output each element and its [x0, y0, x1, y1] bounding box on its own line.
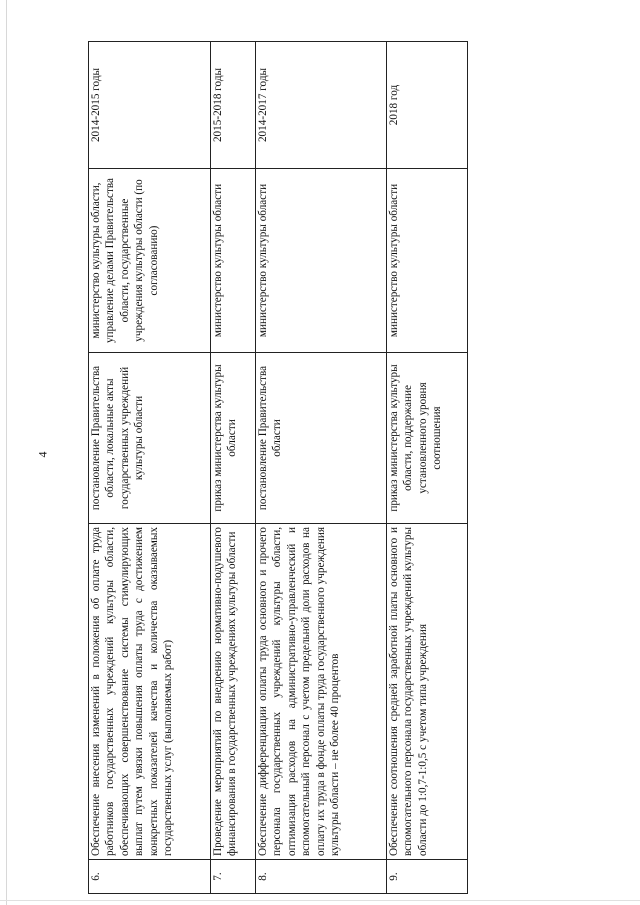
- row-period: 2015-2018 годы: [211, 42, 256, 169]
- row-description: Обеспечение дифференциации оплаты труда основного и прочего персонала государственных учреждений культуры области, оптимизация расходов на административно-управленческий и вспомогательный персонал с учетом предельной доли расходов на оплату их труда в фонде оплаты труда государственного учреждения культуры области – не более 40 процентов: [256, 524, 387, 860]
- scan-bottom-line: [0, 900, 640, 901]
- table-row: [89, 42, 211, 894]
- page-number: 4: [35, 451, 50, 458]
- measures-table: [88, 41, 468, 894]
- row-number: 6.: [89, 860, 211, 894]
- row-responsible: министерство культуры области: [211, 169, 256, 353]
- table-row: [256, 42, 387, 894]
- row-description: Обеспечение соотношения средней заработной платы основного и вспомогательного персонала государственных учреждений культуры области до 1:0,7-1:0,5 с учетом типа учреждения: [387, 524, 468, 860]
- row-description: Проведение мероприятий по внедрению нормативно-подушевого финансирования в государственных учреждениях культуры области: [211, 524, 256, 860]
- rotated-page: [88, 42, 538, 894]
- row-period: 2018 год: [387, 42, 468, 169]
- row-document: постановление Правительства области: [256, 353, 387, 524]
- row-period: 2014-2017 годы: [256, 42, 387, 169]
- table-row: [211, 42, 256, 894]
- row-document: приказ министерства культуры области, поддержание установленного уровня соотношения: [387, 353, 468, 524]
- scan-edge-line: [6, 0, 7, 905]
- row-document: приказ министерства культуры области: [211, 353, 256, 524]
- page-content: [88, 42, 538, 894]
- row-responsible: министерство культуры области: [387, 169, 468, 353]
- row-responsible: министерство культуры области, управление делами Правительства области, государственные учреждения культуры области (по согласованию): [89, 169, 211, 353]
- row-document: постановление Правительства области, локальные акты государственных учреждений культуры области: [89, 353, 211, 524]
- row-number: 7.: [211, 860, 256, 894]
- row-number: 8.: [256, 860, 387, 894]
- row-description: Обеспечение внесения изменений в положения об оплате труда работников государственных учреждений культуры области, обеспечивающих совершенствование системы стимулирующих выплат путем увязки повышения оплаты труда с достижением конкретных показателей качества и количества оказываемых государственных услуг (выполняемых работ): [89, 524, 211, 860]
- row-responsible: министерство культуры области: [256, 169, 387, 353]
- table-row: [387, 42, 468, 894]
- row-number: 9.: [387, 860, 468, 894]
- row-period: 2014-2015 годы: [89, 42, 211, 169]
